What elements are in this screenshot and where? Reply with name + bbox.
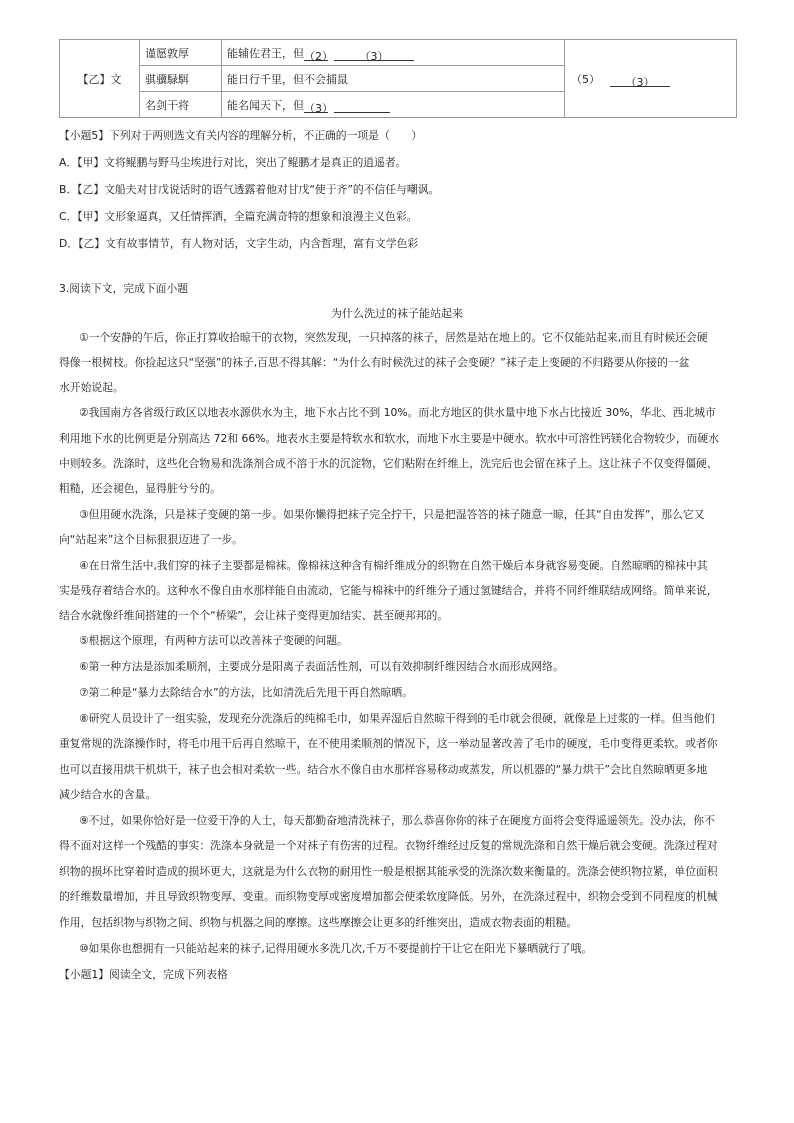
- answer-blank: （3）: [304, 101, 333, 115]
- paragraph-line: 减少结合水的含量。: [59, 788, 157, 801]
- paragraph-line: 也可以直接用烘干机烘干，袜子也会相对柔软一些。结合水不像自由水那样容易移动或蒸发，所以机器的“暴力烘干”会比自然晾晒更多地: [59, 763, 708, 776]
- paragraph-line: 水开始说起。: [59, 381, 124, 394]
- table-right-cell: [565, 40, 737, 118]
- paragraph-line: ④在日常生活中,我们穿的袜子主要都是棉袜。像棉袜这种含有棉纤维成分的织物在自然干燥后本身就容易变硬。自然晾晒的棉袜中其: [79, 559, 708, 572]
- answer-blank: （3）: [334, 48, 414, 61]
- section-heading: 3.阅读下文，完成下面小题: [59, 282, 189, 295]
- answer-blank: [334, 100, 390, 113]
- table-group-label: 【乙】文: [60, 40, 140, 118]
- table-row-desc: 能日行千里，但不会捕鼠: [222, 66, 565, 92]
- answer-blank: （3）: [610, 74, 670, 87]
- paragraph-line: 得不面对这样一个残酷的事实：洗涤本身就是一个对袜子有伤害的过程。衣物纤维经过反复的常规洗涤和自然干燥后就会变硬。洗涤过程对: [59, 839, 718, 852]
- table-row-name: 谨愿敦厚: [140, 40, 222, 66]
- table-row-desc: [222, 40, 565, 66]
- paragraph-line: 织物的损坏比穿着时造成的损坏更大，这就是为什么衣物的耐用性一般是根据其能承受的洗涤次数来衡量的。洗涤会使织物拉紧，单位面积: [59, 865, 718, 878]
- paragraph-line: ⑦第二种是“暴力去除结合水”的方法，比如清洗后先甩干再自然晾晒。: [79, 686, 413, 699]
- option-d: D．【乙】文有故事情节，有人物对话，文字生动，内含哲理，富有文学色彩: [59, 237, 419, 250]
- table-row-name: 骐骥騄駬: [140, 66, 222, 92]
- comparison-table: [59, 39, 737, 118]
- paragraph-line: 重复常规的洗涤操作时，将毛巾甩干后再自然晾干，在不使用柔顺剂的情况下，这一举动显著改善了毛巾的硬度，毛巾变得更柔软。或者你: [59, 737, 718, 750]
- paragraph-line: 粗糙，还会褪色，显得脏兮兮的。: [59, 482, 221, 495]
- sub-question: 【小题1】阅读全文，完成下列表格: [59, 968, 228, 981]
- paragraph-line: 向“站起来”这个目标狠狠迈进了一步。: [59, 533, 243, 546]
- paragraph-line: 得像一根树枝。你捡起这只“坚强”的袜子,百思不得其解：“为什么有时候洗过的袜子会变硬？”袜子走上变硬的不归路要从你接的一盆: [59, 356, 690, 369]
- paragraph-line: 结合水就像纤维间搭建的一个个“桥梁”，会让袜子变得更加结实、甚至硬邦邦的。: [59, 609, 449, 622]
- paragraph-line: ⑧研究人员设计了一组实验，发现充分洗涤后的纯棉毛巾，如果弄湿后自然晾干得到的毛巾就会很硬，就像是上过浆的一样。但当他们: [79, 712, 715, 725]
- paragraph-line: ⑩如果你也想拥有一只能站起来的袜子,记得用硬水多洗几次,千万不要提前拧干让它在阳光下暴晒就行了哦。: [79, 942, 593, 955]
- option-c: C．【甲】文形象逼真，又任情挥洒，全篇充满奇特的想象和浪漫主义色彩。: [59, 210, 418, 223]
- paragraph-line: ⑨不过，如果你恰好是一位爱干净的人士，每天都勤奋地清洗袜子，那么恭喜你你的袜子在硬度方面将会变得遥遥领先。没办法，你不: [79, 814, 715, 827]
- question-stem: 【小题5】下列对于两则选文有关内容的理解分析，不正确的一项是（ ）: [59, 129, 423, 142]
- option-b: B．【乙】文船夫对甘戊说话时的语气透露着他对甘戊“使于齐”的不信任与嘲讽。: [59, 183, 440, 196]
- article-title: 为什么洗过的袜子能站起来: [331, 307, 463, 320]
- paragraph-line: ①一个安静的午后，你正打算收拾晾干的衣物，突然发现，一只掉落的袜子，居然是站在地上的。它不仅能站起来,而且有时候还会硬: [79, 331, 708, 344]
- paragraph-line: 中则较多。洗涤时，这些化合物易和洗涤剂合成不溶于水的沉淀物，它们粘附在纤维上，洗完后也会留在袜子上。这让袜子不仅变得僵硬、: [59, 457, 718, 470]
- table-row-name: 名剑干将: [140, 92, 222, 118]
- option-a: A．【甲】文将鲲鹏与野马尘埃进行对比，突出了鲲鹏才是真正的逍遥者。: [59, 156, 407, 169]
- paragraph-line: 利用地下水的比例更是分别高达 72和 66%。地表水主要是特软水和软水，而地下水主要是中硬水。软水中可溶性钙镁化合物较少，而硬水: [59, 432, 720, 445]
- desc-text: 能辅佐君王，但: [227, 46, 304, 60]
- paragraph-line: ③但用硬水洗涤，只是袜子变硬的第一步。如果你懒得把袜子完全拧干，只是把湿答答的袜子随意一晾，任其“自由发挥”，那么它又: [79, 508, 705, 521]
- desc-text: 能名闻天下，但: [227, 98, 304, 112]
- paragraph-line: 的纤维数量增加，并且导致织物变厚、变重。而织物变厚或密度增加都会使柔软度降低。另外，在洗涤过程中，织物会受到不同程度的机械: [59, 890, 718, 903]
- paragraph-line: 实是残存着结合水的。这种水不像自由水那样能自由流动，它能与棉袜中的纤维分子通过氢键结合，并将不同纤维联结成网络。简单来说，: [59, 584, 718, 597]
- right-label: （5）: [571, 72, 600, 86]
- paragraph-line: 作用，包括织物与织物之间、织物与机器之间的摩擦。这些摩擦会让更多的纤维突出，造成衣物表面的粗糙。: [59, 916, 578, 929]
- table-row-desc: [222, 92, 565, 118]
- answer-blank: （2）: [304, 49, 333, 63]
- paragraph-line: ②我国南方各省级行政区以地表水源供水为主，地下水占比不到 10%。而北方地区的供水量中地下水占比接近 30%，华北、西北城市: [79, 406, 716, 419]
- paragraph-line: ⑤根据这个原理，有两种方法可以改善袜子变硬的问题。: [79, 634, 348, 647]
- paragraph-line: ⑥第一种方法是添加柔顺剂，主要成分是阳离子表面活性剂，可以有效抑制纤维因结合水而形成网络。: [79, 660, 564, 673]
